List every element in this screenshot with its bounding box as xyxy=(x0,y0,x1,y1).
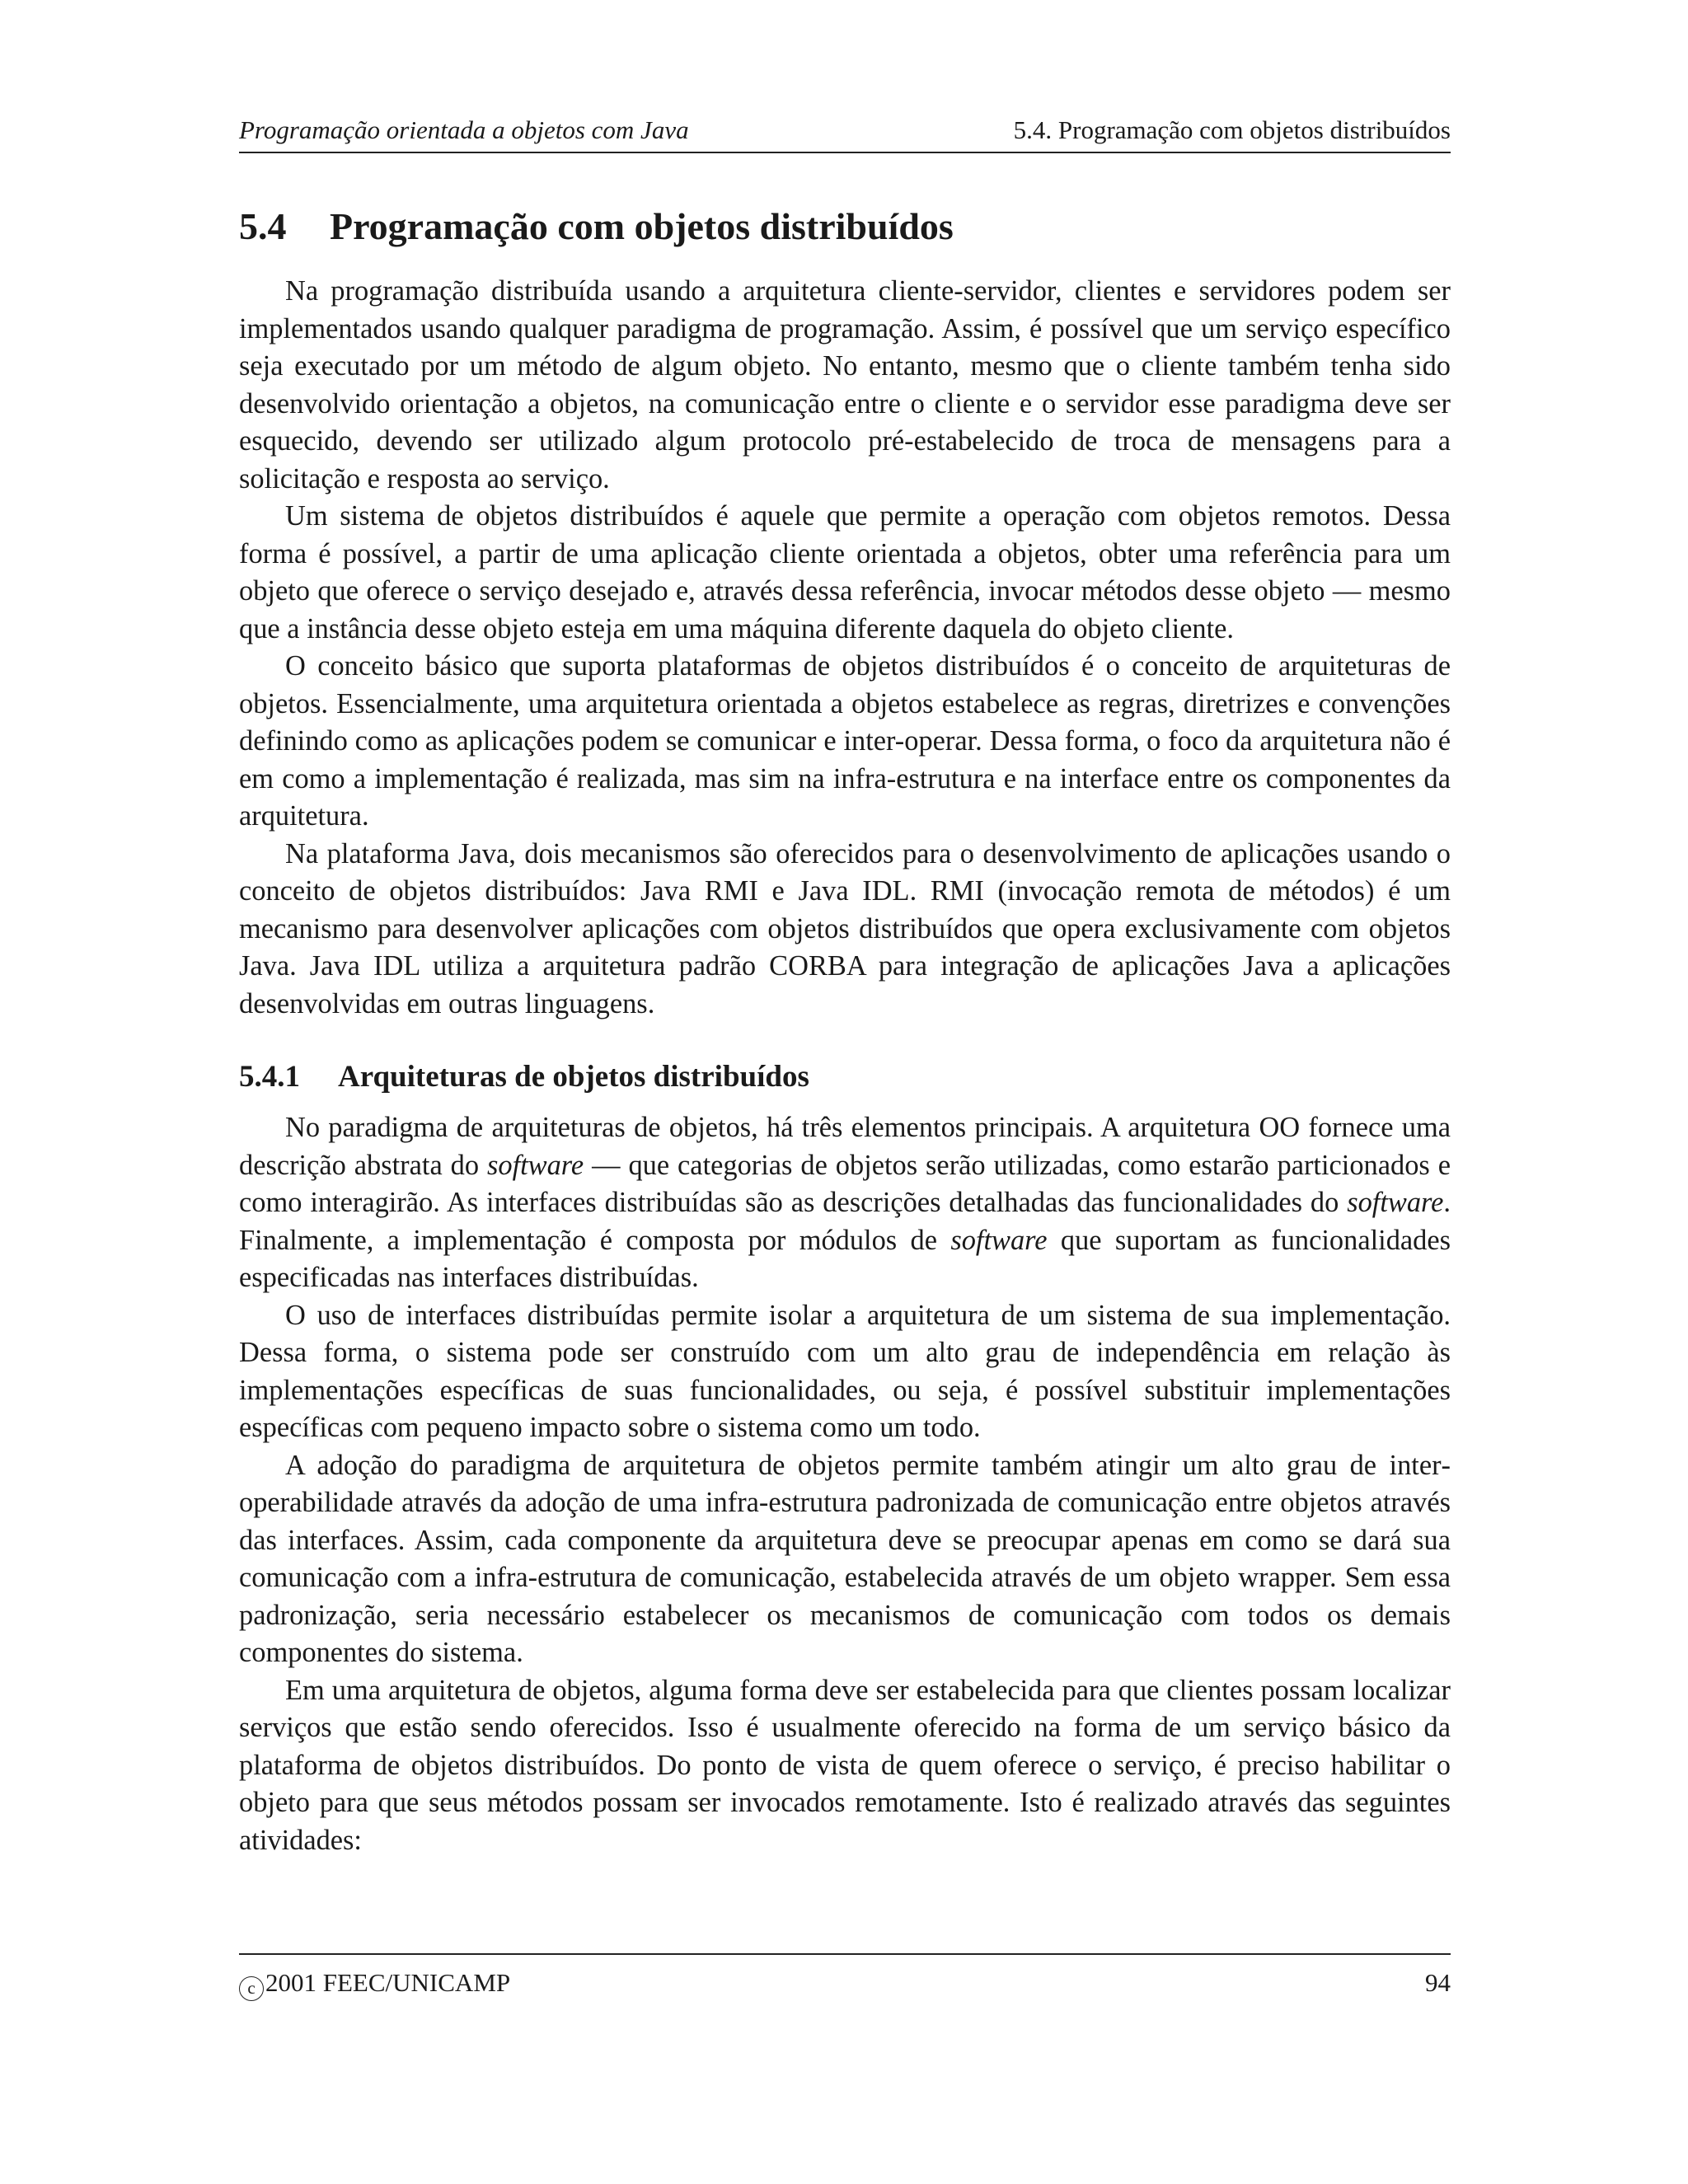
paragraph: O conceito básico que suporta plataformas de objetos distribuídos é o conceito de arquiteturas de objetos. Essencialmente, uma arquitetura orientada a objetos estabelece as regras, diretrizes e convenções definindo como as aplicações podem se comunicar e inter-operar. Dessa forma, o foco da arquitetura não é em como a implementação é realizada, mas sim na infra-estrutura e na interface entre os componentes da arquitetura. xyxy=(239,650,1451,832)
header-section-title: 5.4. Programação com objetos distribuídos xyxy=(1013,115,1451,144)
emphasis-term: software xyxy=(486,1149,584,1181)
subsection-number: 5.4.1 xyxy=(239,1060,300,1094)
paragraph: Um sistema de objetos distribuídos é aquele que permite a operação com objetos remotos. Dessa forma é possível, a partir de uma aplicação cliente orientada a objetos, obter uma referência para um objeto que oferece o serviço desejado e, através dessa referência, invocar métodos desse objeto — mesmo que a instância desse objeto esteja em uma máquina diferente daquela do objeto cliente. xyxy=(239,500,1451,644)
paragraph: Na programação distribuída usando a arquitetura cliente-servidor, clientes e servidores podem ser implementados usando qualquer paradigma de programação. Assim, é possível que um serviço específico seja executado por um método de algum objeto. No entanto, mesmo que o cliente também tenha sido desenvolvido orientação a objetos, na comunicação entre o cliente e o servidor esse paradigma deve ser esquecido, devendo ser utilizado algum protocolo pré-estabelecido de troca de mensagens para a solicitação e resposta ao serviço. xyxy=(239,275,1451,494)
emphasis-term: software xyxy=(1347,1187,1444,1218)
page-number: 94 xyxy=(1425,1968,1451,1997)
paragraph: O uso de interfaces distribuídas permite isolar a arquitetura de um sistema de sua implementação. Dessa forma, o sistema pode ser construído com um alto grau de independência em relação às implementações específicas de suas funcionalidades, ou seja, é possível substituir implementações específicas com pequeno impacto sobre o sistema como um todo. xyxy=(239,1299,1451,1443)
paragraph: Em uma arquitetura de objetos, alguma forma deve ser estabelecida para que clientes possam localizar serviços que estão sendo oferecidos. Isso é usualmente oferecido na forma de um serviço básico da plataforma de objetos distribuídos. Do ponto de vista de quem oferece o serviço, é preciso habilitar o objeto para que seus métodos possam ser invocados remotamente. Isto é realizado através das seguintes atividades: xyxy=(239,1674,1451,1856)
header-book-title: Programação orientada a objetos com Java xyxy=(239,115,689,144)
paragraph xyxy=(239,1109,1451,1297)
paragraph: A adoção do paradigma de arquitetura de objetos permite também atingir um alto grau de interoperabilidade através da adoção de uma infra-estrutura padronizada de comunicação entre objetos através das interfaces. Assim, cada componente da arquitetura deve se preocupar apenas em como se dará sua comunicação com a infra-estrutura de comunicação, estabelecida através de um objeto wrapper. Sem essa padronização, seria necessário estabelecer os mecanismos de comunicação com todos os demais componentes do sistema. xyxy=(239,1449,1451,1668)
paragraph-text: . Finalmente, a implementação é composta por módulos de xyxy=(239,1187,1451,1256)
paragraph-text: — que categorias de objetos serão utilizadas, como estarão particionados e como interagirão. As interfaces distribuídas são as descrições detalhadas das funcionalidades do xyxy=(239,1149,1451,1218)
paragraph-text: No paradigma de arquiteturas de objetos, há três elementos principais. A arquitetura OO fornece uma descrição abstrata do xyxy=(239,1112,1451,1181)
copyright-icon: c xyxy=(239,1976,264,2001)
subsection-title: Arquiteturas de objetos distribuídos xyxy=(338,1060,809,1094)
section-title: Programação com objetos distribuídos xyxy=(330,205,954,247)
page-footer xyxy=(239,1953,1451,2001)
subsection-heading xyxy=(239,1059,1451,1094)
page-body xyxy=(239,115,1451,1859)
emphasis-term: software xyxy=(950,1224,1048,1256)
copyright-text: 2001 FEEC/UNICAMP xyxy=(265,1968,511,1997)
section-heading xyxy=(239,204,1451,248)
section-number: 5.4 xyxy=(239,205,287,247)
paragraph: Na plataforma Java, dois mecanismos são oferecidos para o desenvolvimento de aplicações usando o conceito de objetos distribuídos: Java RMI e Java IDL. RMI (invocação remota de métodos) é um mecanismo para desenvolver aplicações com objetos distribuídos que opera exclusivamente com objetos Java. Java IDL utiliza a arquitetura padrão CORBA para integração de aplicações Java a aplicações desenvolvidas em outras linguagens. xyxy=(239,837,1451,1019)
copyright-notice xyxy=(239,1968,510,2001)
running-header xyxy=(239,115,1451,153)
paragraph-text: que suportam as funcionalidades especificadas nas interfaces distribuídas. xyxy=(239,1224,1451,1293)
